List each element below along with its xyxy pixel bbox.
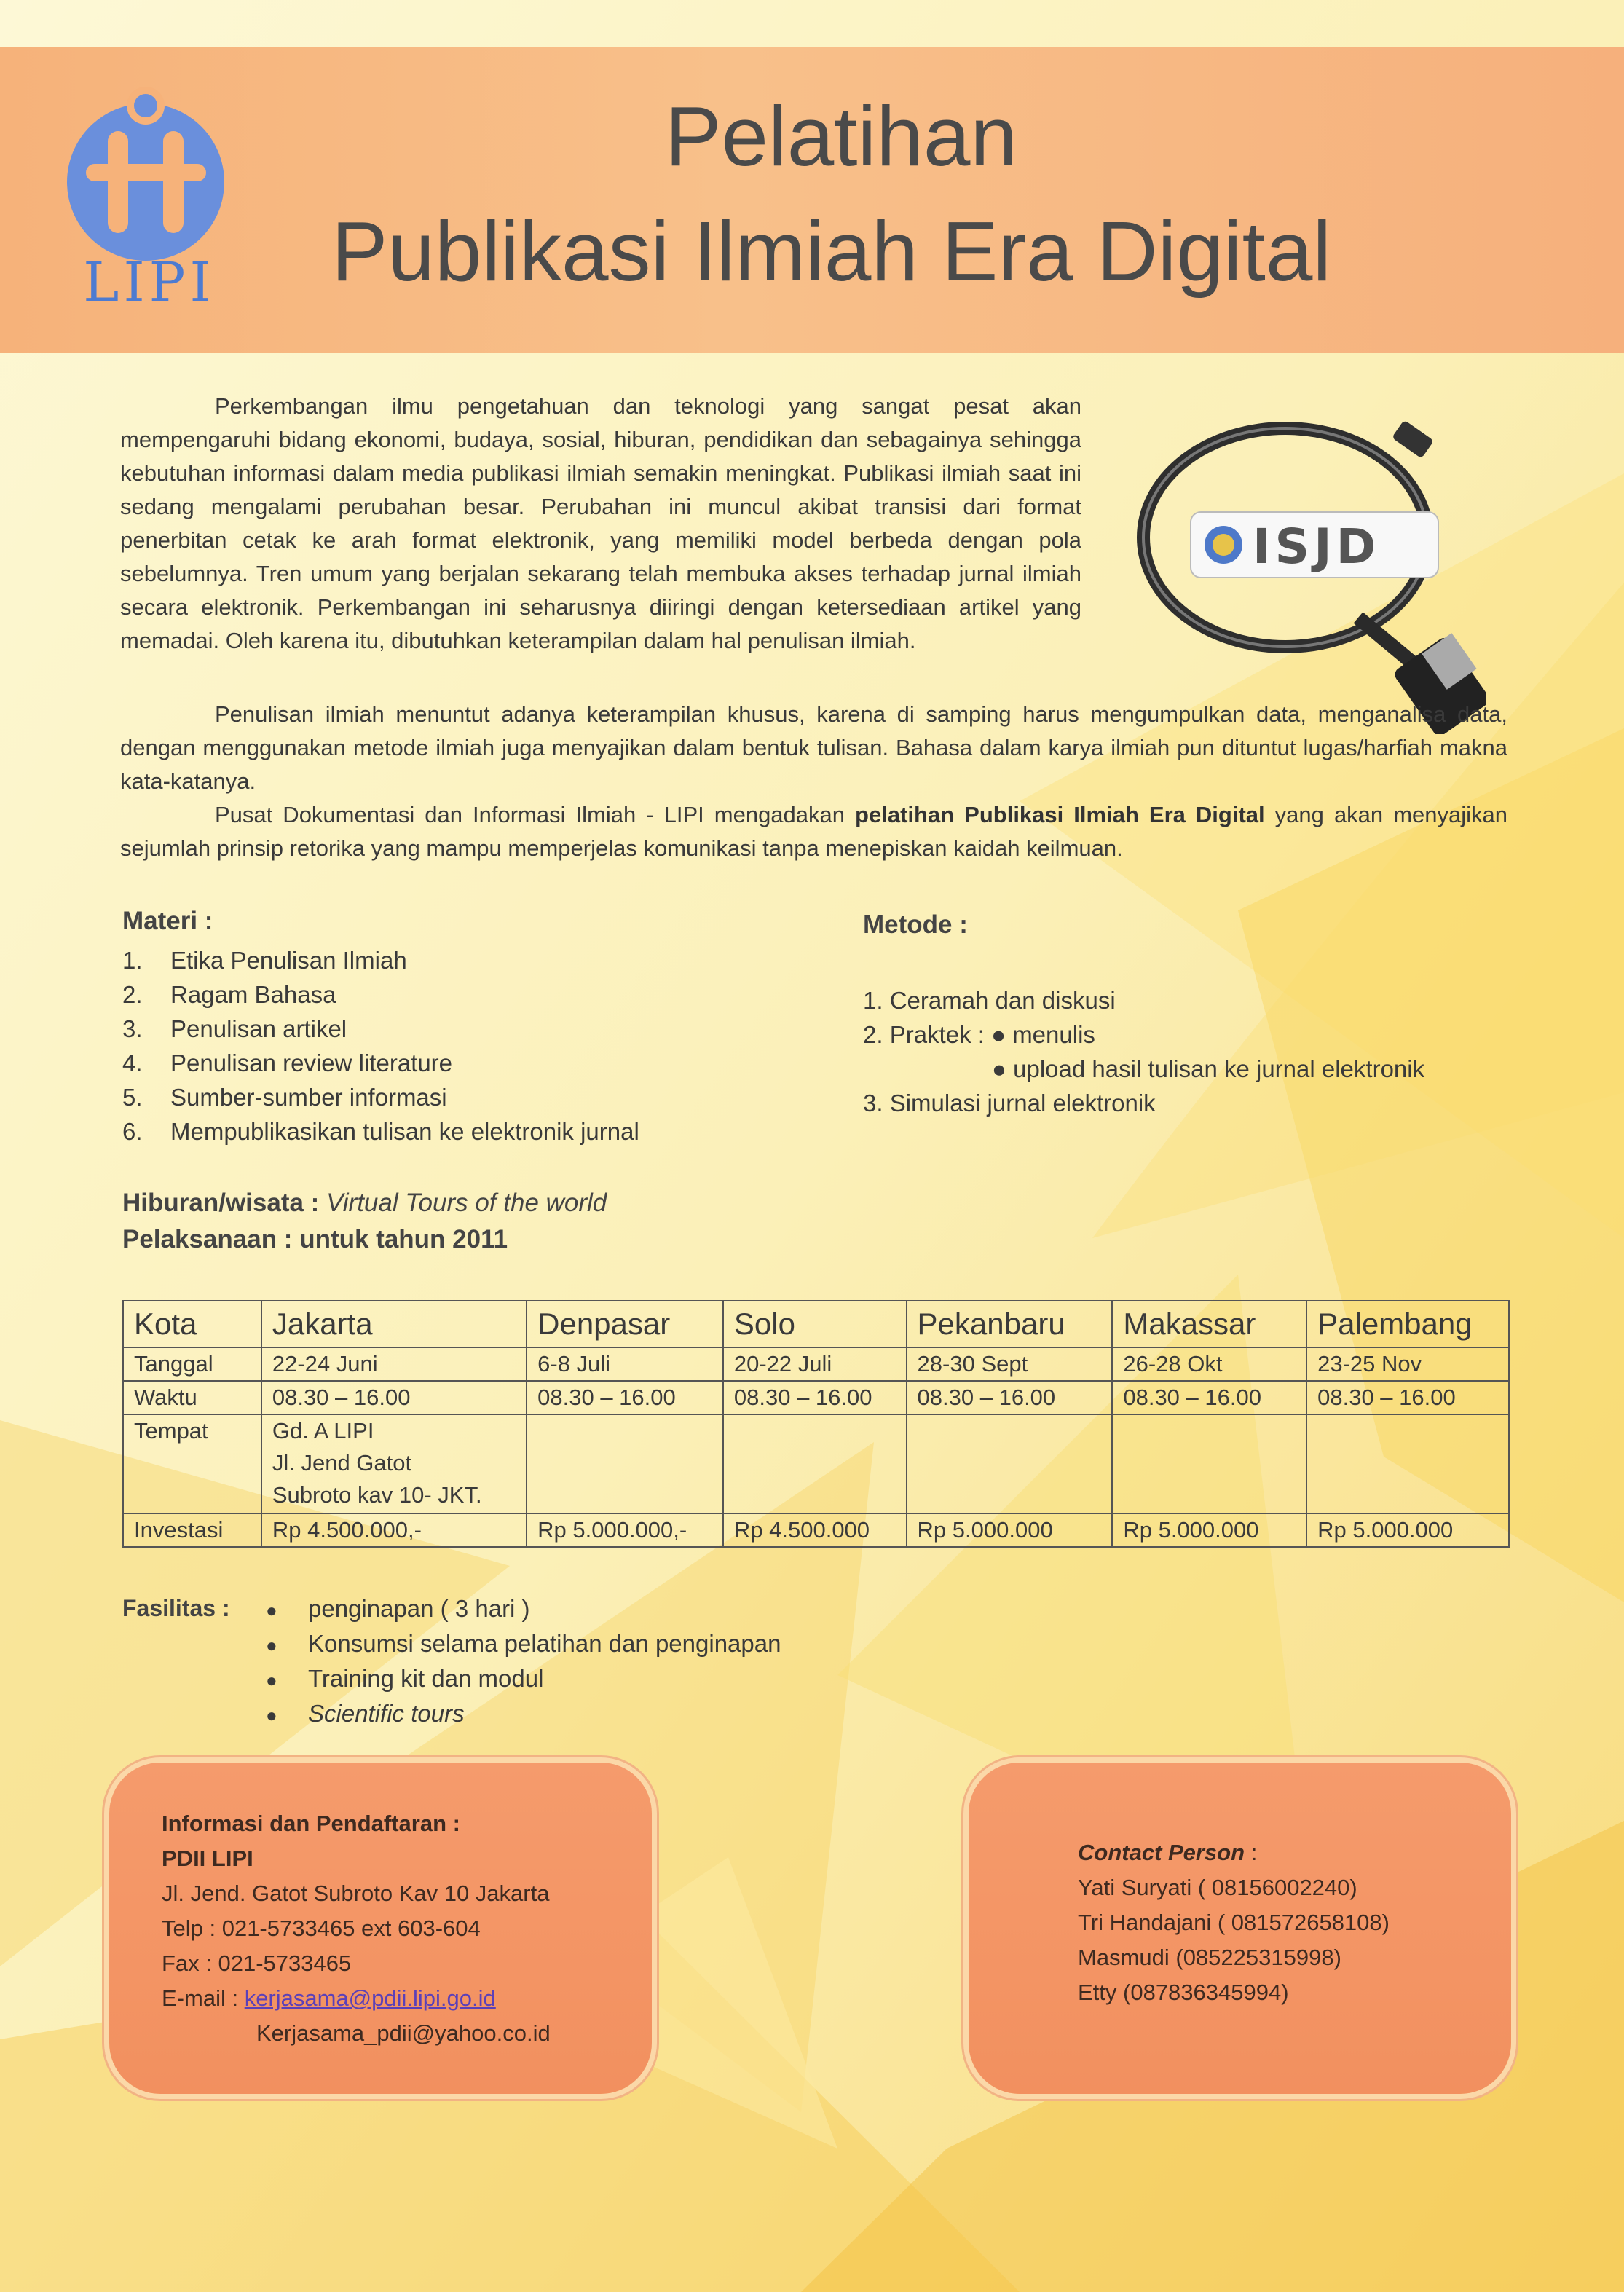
table-cell: Rp 5.000.000,- [527,1513,723,1547]
intro-paragraph-2 [120,698,1507,865]
intro-text-3b: yang akan menyajikan sejumlah prinsip retorika yang mampu memperjelas komunikasi tanpa menepiskan kaidah keilmuan. [120,802,1507,861]
info-box-text [162,1806,642,2051]
table-cell: 28-30 Sept [907,1347,1113,1381]
table-cell: 08.30 – 16.00 [1306,1381,1509,1414]
intro-text-3 [120,798,1507,865]
table-row-investasi [123,1513,1509,1547]
materi-item-number: 6. [122,1118,143,1145]
materi-item [122,1080,639,1114]
contact-person: Yati Suryati ( 08156002240) [1078,1875,1357,1900]
materi-item-label: Penulisan review literature [170,1049,453,1076]
contact-list [1078,1870,1486,2010]
materi-item-number: 3. [122,1015,143,1042]
metode-item-2 [863,1017,1424,1052]
info-email-2: Kerjasama_pdii@yahoo.co.id [256,2020,551,2046]
fasilitas-item-label: penginapan ( 3 hari ) [308,1595,530,1622]
intro-text-3-bold: pelatihan Publikasi Ilmiah Era Digital [855,802,1265,827]
table-cell: 23-25 Nov [1306,1347,1509,1381]
email-link[interactable]: kerjasama@pdii.lipi.go.id [244,1985,496,2011]
materi-item-number: 1. [122,947,143,974]
table-cell [1306,1414,1509,1513]
table-row-kota [123,1301,1509,1347]
materi-list [122,943,639,1149]
fasilitas-item-label: Konsumsi selama pelatihan dan penginapan [308,1630,781,1657]
metode-heading: Metode : [863,910,968,939]
metode-list [863,983,1424,1120]
table-cell: Rp 4.500.000 [723,1513,907,1547]
contact-colon: : [1245,1840,1258,1865]
table-cell-tempat-jakarta [261,1414,527,1513]
contact-heading-line [1078,1835,1486,1870]
table-row-tanggal [123,1347,1509,1381]
isjd-logo-text: ISJD [1253,519,1381,575]
isjd-usb-cable-image [1118,399,1486,734]
contact-person: Masmudi (085225315998) [1078,1945,1341,1970]
logo-text: LIPI [83,251,216,314]
intro-paragraph-1 [120,390,1081,658]
pelaksanaan-line: Pelaksanaan : untuk tahun 2011 [122,1225,508,1253]
table-cell: 08.30 – 16.00 [723,1381,907,1414]
fasilitas-item [266,1661,781,1696]
metode-item-2-sub2: upload hasil tulisan ke jurnal elektronik [1013,1055,1425,1082]
hiburan-value: Virtual Tours of the world [326,1189,607,1217]
materi-item-label: Mempublikasikan tulisan ke elektronik jurnal [170,1118,639,1145]
table-cell [527,1414,723,1513]
metode-item-3: 3. Simulasi jurnal elektronik [863,1090,1156,1117]
table-cell: 22-24 Juni [261,1347,527,1381]
table-cell: 26-28 Okt [1112,1347,1306,1381]
table-cell [907,1414,1113,1513]
contact-heading: Contact Person [1078,1840,1245,1865]
bullet-icon: ● [266,1599,277,1621]
table-cell: Pekanbaru [907,1301,1113,1347]
table-cell: 08.30 – 16.00 [907,1381,1113,1414]
hiburan-line [122,1189,607,1218]
materi-item [122,977,639,1012]
table-cell [723,1414,907,1513]
table-cell: Tanggal [123,1347,261,1381]
bullet-icon: ● [991,1021,1006,1048]
materi-item [122,1046,639,1080]
materi-item-number: 4. [122,1049,143,1076]
intro-text-2: Penulisan ilmiah menuntut adanya keterampilan khusus, karena di samping harus mengumpulkan data, menganalisa data, dengan menggunakan metode ilmiah juga menyajikan dalam bentuk tulisan. Bahasa dalam karya ilmiah pun dituntut lugas/harfiah makna kata-katanya. [120,701,1507,794]
info-email-line [162,1981,642,2016]
bullet-icon: ● [992,1055,1006,1082]
fasilitas-item [266,1591,781,1626]
table-cell: Kota [123,1301,261,1347]
intro-text-1: Perkembangan ilmu pengetahuan dan teknologi yang sangat pesat akan mempengaruhi bidang ekonomi, budaya, sosial, hiburan, pendidikan dan sebagainya sehingga kebutuhan informasi dalam media publikasi ilmiah semakin meningkat. Publikasi ilmiah saat ini sedang mengalami perubahan besar. Perubahan ini muncul akibat transisi dari format penerbitan cetak ke arah format elektronik, yang memiliki model berbeda dengan pola sebelumnya. Tren umum yang berjalan sekarang telah membuka akses terhadap jurnal ilmiah secara elektronik. Perkembangan ini seharusnya diiringi dengan ketersediaan artikel yang memadai. Oleh karena itu, dibutuhkan keterampilan dalam hal penulisan ilmiah. [120,393,1081,653]
hiburan-label: Hiburan/wisata : [122,1189,320,1217]
metode-item-1: 1. Ceramah dan diskusi [863,987,1116,1014]
materi-item [122,1012,639,1046]
table-cell: 20-22 Juli [723,1347,907,1381]
tempat-line: Gd. A LIPI [272,1418,374,1444]
contact-person: Tri Handajani ( 081572658108) [1078,1910,1390,1935]
metode-item-2-sub1: menulis [1012,1021,1095,1048]
table-cell: 08.30 – 16.00 [261,1381,527,1414]
table-cell: Denpasar [527,1301,723,1347]
contact-person: Etty (087836345994) [1078,1980,1289,2005]
table-cell: Solo [723,1301,907,1347]
fasilitas-list [266,1591,781,1731]
info-heading: Informasi dan Pendaftaran : [162,1811,460,1836]
table-row-waktu [123,1381,1509,1414]
intro-text-3a: Pusat Dokumentasi dan Informasi Ilmiah - LIPI mengadakan [215,802,856,827]
table-cell: Rp 4.500.000,- [261,1513,527,1547]
page-title-line2: Publikasi Ilmiah Era Digital [331,204,1332,299]
table-cell [1112,1414,1306,1513]
materi-item [122,943,639,977]
page-title-line1: Pelatihan [665,89,1017,184]
fasilitas-item [266,1696,781,1731]
info-org: PDII LIPI [162,1846,253,1871]
tempat-line: Jl. Jend Gatot [272,1450,412,1476]
materi-item-label: Ragam Bahasa [170,981,336,1008]
bullet-icon: ● [266,1634,277,1656]
fasilitas-label: Fasilitas : [122,1595,230,1621]
table-cell: 08.30 – 16.00 [1112,1381,1306,1414]
info-address: Jl. Jend. Gatot Subroto Kav 10 Jakarta [162,1881,550,1906]
table-cell: Rp 5.000.000 [1112,1513,1306,1547]
info-fax: Fax : 021-5733465 [162,1950,352,1976]
table-cell: Tempat [123,1414,261,1513]
fasilitas-item [266,1626,781,1661]
table-cell: Rp 5.000.000 [1306,1513,1509,1547]
info-telp: Telp : 021-5733465 ext 603-604 [162,1915,481,1941]
materi-item-label: Sumber-sumber informasi [170,1084,447,1111]
table-cell: Jakarta [261,1301,527,1347]
table-cell: Waktu [123,1381,261,1414]
materi-item-number: 5. [122,1084,143,1111]
metode-item-2-sub [863,1052,1424,1086]
materi-item [122,1114,639,1149]
bullet-icon: ● [266,1704,277,1726]
info-email-label: E-mail : [162,1985,245,2011]
schedule-table [122,1300,1510,1548]
materi-item-label: Penulisan artikel [170,1015,347,1042]
table-cell: Palembang [1306,1301,1509,1347]
materi-item-label: Etika Penulisan Ilmiah [170,947,407,974]
metode-item-2-prefix: 2. Praktek : [863,1021,985,1048]
fasilitas-item-label: Training kit dan modul [308,1665,544,1692]
table-cell: Rp 5.000.000 [907,1513,1113,1547]
table-cell: Investasi [123,1513,261,1547]
table-cell: 6-8 Juli [527,1347,723,1381]
materi-item-number: 2. [122,981,143,1008]
materi-heading: Materi : [122,907,213,935]
bullet-icon: ● [266,1669,277,1691]
tempat-line: Subroto kav 10- JKT. [272,1482,482,1508]
contact-box-text [1078,1835,1486,2010]
table-cell: Makassar [1112,1301,1306,1347]
fasilitas-item-label: Scientific tours [308,1700,465,1727]
table-cell: 08.30 – 16.00 [527,1381,723,1414]
table-row-tempat [123,1414,1509,1513]
